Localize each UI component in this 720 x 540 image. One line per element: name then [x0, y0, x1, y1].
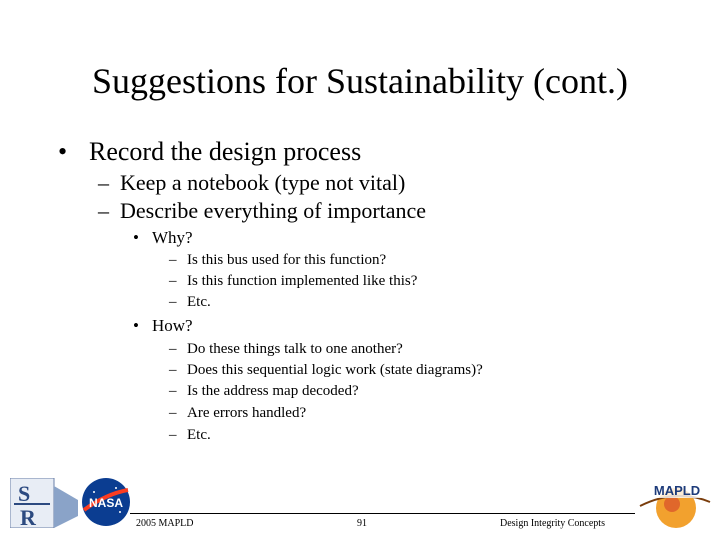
footer-right: Design Integrity Concepts: [500, 518, 605, 529]
why-item-text: Is this bus used for this function?: [187, 252, 387, 268]
dash-mark: –: [169, 405, 177, 421]
how-item-text: Do these things talk to one another?: [187, 341, 403, 357]
how-item-text: Is the address map decoded?: [187, 383, 359, 399]
sub-bullet-text: Keep a notebook (type not vital): [120, 170, 406, 195]
nasa-logo: [80, 476, 132, 528]
svg-text:R: R: [20, 505, 36, 528]
bullet-text: Record the design process: [89, 137, 362, 166]
dash-mark: –: [169, 341, 177, 357]
bullet-mark: •: [58, 137, 68, 166]
why-label: Why?: [152, 228, 193, 247]
sub-bullet-text: Describe everything of importance: [120, 198, 427, 223]
how-item-text: Does this sequential logic work (state diagrams)?: [187, 362, 483, 378]
slide-title: Suggestions for Sustainability (cont.): [92, 61, 628, 101]
bullet-mark: •: [133, 316, 139, 335]
dash-mark: –: [169, 362, 177, 378]
nasa-logo-text: NASA: [88, 496, 124, 510]
dash-mark: –: [169, 294, 177, 310]
footer-left: 2005 MAPLD: [136, 518, 194, 529]
dash-mark: –: [169, 273, 177, 289]
dash-mark: –: [169, 427, 177, 443]
sr-logo: [10, 478, 78, 528]
footer-page-number: 91: [357, 518, 367, 529]
footer-rule: [130, 513, 635, 514]
bullet-mark: •: [133, 228, 139, 247]
svg-text:S: S: [18, 481, 31, 506]
how-item-text: Are errors handled?: [187, 405, 307, 421]
how-label: How?: [152, 316, 193, 335]
dash-mark: –: [169, 252, 177, 268]
why-item-text: Is this function implemented like this?: [187, 273, 418, 289]
mapld-logo: [632, 474, 714, 530]
why-item-text: Etc.: [187, 294, 211, 310]
dash-mark: –: [169, 383, 177, 399]
dash-mark: –: [98, 198, 109, 223]
how-item-text: Etc.: [187, 427, 211, 443]
mapld-logo-text: MAPLD: [653, 483, 701, 498]
dash-mark: –: [98, 170, 109, 195]
